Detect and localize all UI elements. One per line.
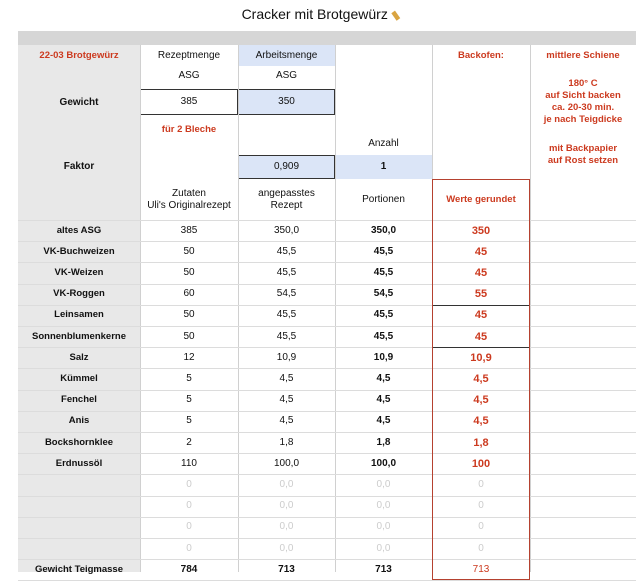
anzahl-value[interactable]: 1 (335, 155, 432, 179)
rounded-amount: 0 (478, 478, 484, 490)
angepasst-header: angepasstes Rezept (258, 187, 315, 211)
total-label: Gewicht Teigmasse (35, 563, 123, 575)
total-rounded: 713 (472, 563, 490, 575)
adjusted-amount: 4,5 (279, 415, 294, 427)
rounded-amount: 45 (474, 266, 488, 279)
ingredient-name: Sonnenblumenkerne (32, 330, 126, 342)
original-amount: 60 (183, 288, 195, 300)
faktor-label: Faktor (63, 160, 95, 172)
portion-amount: 4,5 (376, 394, 391, 406)
grid-hline (18, 262, 636, 263)
backofen-label: Backofen: (458, 49, 504, 61)
grid-vline (530, 45, 531, 572)
bleche-note: für 2 Bleche (161, 124, 217, 135)
rounded-amount: 350 (471, 224, 491, 237)
column-header-0[interactable] (18, 31, 140, 45)
original-amount: 5 (186, 415, 192, 427)
column-header-4[interactable] (432, 31, 530, 45)
column-header-1[interactable] (140, 31, 238, 45)
title-text: Cracker mit Brotgewürz (241, 6, 388, 22)
adjusted-amount: 45,5 (276, 330, 297, 342)
grid-vline (432, 45, 433, 572)
rounded-amount: 4,5 (473, 394, 489, 407)
rounded-amount: 1,8 (473, 436, 489, 449)
arbeitsmenge-header: Arbeitsmenge (238, 45, 335, 66)
grid-hline (18, 347, 636, 348)
gewicht-label: Gewicht (59, 96, 99, 108)
original-amount: 0 (186, 521, 192, 533)
group-divider (432, 347, 530, 348)
ingredient-name (18, 538, 140, 559)
ingredient-name: VK-Weizen (54, 266, 104, 278)
original-amount: 50 (183, 266, 195, 278)
ingredient-name: Leinsamen (54, 309, 104, 321)
adjusted-amount: 0,0 (279, 521, 294, 533)
ingredient-name: VK-Buchweizen (43, 245, 115, 257)
original-amount: 2 (186, 436, 192, 448)
papier-note: mit Backpapier auf Rost setzen (547, 143, 619, 166)
adjusted-amount: 1,8 (279, 436, 294, 448)
portion-amount: 4,5 (376, 372, 391, 384)
column-header-2[interactable] (238, 31, 335, 45)
grid-hline (18, 241, 636, 242)
rezeptmenge-header: Rezeptmenge (157, 49, 221, 61)
adjusted-amount: 0,0 (279, 500, 294, 512)
grid-hline (18, 284, 636, 285)
grid-hline (18, 580, 636, 581)
grid-hline (18, 305, 636, 306)
original-amount: 50 (183, 245, 195, 257)
ingredient-name (18, 496, 140, 517)
asg-unit-right: ASG (275, 70, 298, 81)
ingredient-name: Kümmel (60, 372, 98, 384)
portionen-header: Portionen (362, 193, 405, 205)
column-header-5[interactable] (530, 31, 636, 45)
total-adjusted: 713 (278, 563, 295, 575)
ingredient-name: Bockshornklee (44, 436, 114, 448)
ingredient-name: Salz (69, 351, 89, 363)
adjusted-amount: 0,0 (279, 542, 294, 554)
ingredient-name: Anis (68, 415, 90, 427)
grid-hline (18, 411, 636, 412)
original-amount: 12 (183, 351, 195, 363)
grid-hline (18, 559, 636, 560)
total-portion: 713 (375, 563, 392, 575)
portion-amount: 0,0 (376, 521, 391, 533)
rounded-amount: 45 (474, 330, 488, 343)
total-original: 784 (180, 563, 198, 575)
rounded-amount: 4,5 (473, 415, 489, 428)
gerundet-header: Werte gerundet (446, 193, 516, 205)
rounded-amount: 10,9 (470, 351, 492, 364)
adjusted-amount: 10,9 (276, 351, 297, 363)
portion-amount: 10,9 (373, 351, 394, 363)
rounded-amount: 45 (474, 309, 488, 322)
schiene-label: mittlere Schiene (546, 49, 620, 61)
gewicht-arbeit-input[interactable]: 350 (238, 89, 335, 115)
grid-hline (18, 517, 636, 518)
page-title (0, 6, 640, 22)
portion-amount: 0,0 (376, 478, 391, 490)
grid-hline (18, 496, 636, 497)
original-amount: 0 (186, 542, 192, 554)
gewicht-rezept-input[interactable]: 385 (140, 89, 238, 115)
portion-amount: 350,0 (370, 224, 397, 236)
portion-amount: 45,5 (373, 245, 394, 257)
grid-vline (335, 45, 336, 572)
adjusted-amount: 350,0 (273, 224, 300, 236)
original-amount: 0 (186, 478, 192, 490)
anzahl-label: Anzahl (368, 138, 399, 149)
rounded-amount: 45 (474, 245, 488, 258)
rounded-amount: 0 (478, 542, 484, 554)
grid-hline (18, 474, 636, 475)
adjusted-amount: 45,5 (276, 245, 297, 257)
rounded-amount: 0 (478, 500, 484, 512)
grid-hline (18, 453, 636, 454)
sheet-id-label: 22-03 Brotgewürz (39, 49, 119, 61)
original-amount: 50 (183, 330, 195, 342)
ingredient-name: Fenchel (61, 394, 97, 406)
asg-unit-left: ASG (178, 70, 200, 81)
ingredient-name: VK-Roggen (53, 288, 105, 300)
portion-amount: 4,5 (376, 415, 391, 427)
adjusted-amount: 54,5 (276, 288, 297, 300)
grid-vline (140, 45, 141, 572)
grid-hline (18, 220, 636, 221)
adjusted-amount: 4,5 (279, 394, 294, 406)
portion-amount: 45,5 (373, 309, 394, 321)
portion-amount: 54,5 (373, 288, 394, 300)
ingredient-name: altes ASG (56, 224, 102, 236)
grid-hline (18, 390, 636, 391)
adjusted-amount: 100,0 (273, 457, 300, 469)
adjusted-amount: 45,5 (276, 266, 297, 278)
spreadsheet (18, 31, 636, 575)
baguette-icon: ▮ (388, 7, 402, 23)
portion-amount: 1,8 (376, 436, 391, 448)
grid-vline (238, 45, 239, 572)
portion-amount: 45,5 (373, 330, 394, 342)
group-divider (432, 305, 530, 306)
faktor-input[interactable]: 0,909 (238, 155, 335, 179)
grid-hline (18, 368, 636, 369)
rounded-amount: 0 (478, 521, 484, 533)
original-amount: 5 (186, 372, 192, 384)
rounded-amount: 4,5 (473, 372, 489, 385)
ingredient-name (18, 517, 140, 538)
original-amount: 385 (180, 224, 198, 236)
rounded-amount: 55 (474, 288, 488, 301)
portion-amount: 100,0 (370, 457, 397, 469)
grid-hline (18, 432, 636, 433)
ingredient-name (18, 474, 140, 495)
ingredient-name: Erdnussöl (55, 457, 103, 469)
original-amount: 0 (186, 500, 192, 512)
rounded-amount: 100 (471, 457, 491, 470)
grid-hline (18, 326, 636, 327)
original-amount: 50 (183, 309, 195, 321)
column-header-3[interactable] (335, 31, 432, 45)
original-amount: 110 (181, 457, 197, 469)
grid-hline (18, 538, 636, 539)
adjusted-amount: 0,0 (279, 478, 294, 490)
portion-amount: 0,0 (376, 500, 391, 512)
adjusted-amount: 4,5 (279, 372, 294, 384)
backen-note: 180° C auf Sicht backen ca. 20-30 min. je nach Teigdicke (543, 78, 623, 125)
adjusted-amount: 45,5 (276, 309, 297, 321)
portion-amount: 0,0 (376, 542, 391, 554)
zutaten-header: Zutaten Uli's Originalrezept (147, 187, 231, 211)
original-amount: 5 (186, 394, 192, 406)
portion-amount: 45,5 (373, 266, 394, 278)
